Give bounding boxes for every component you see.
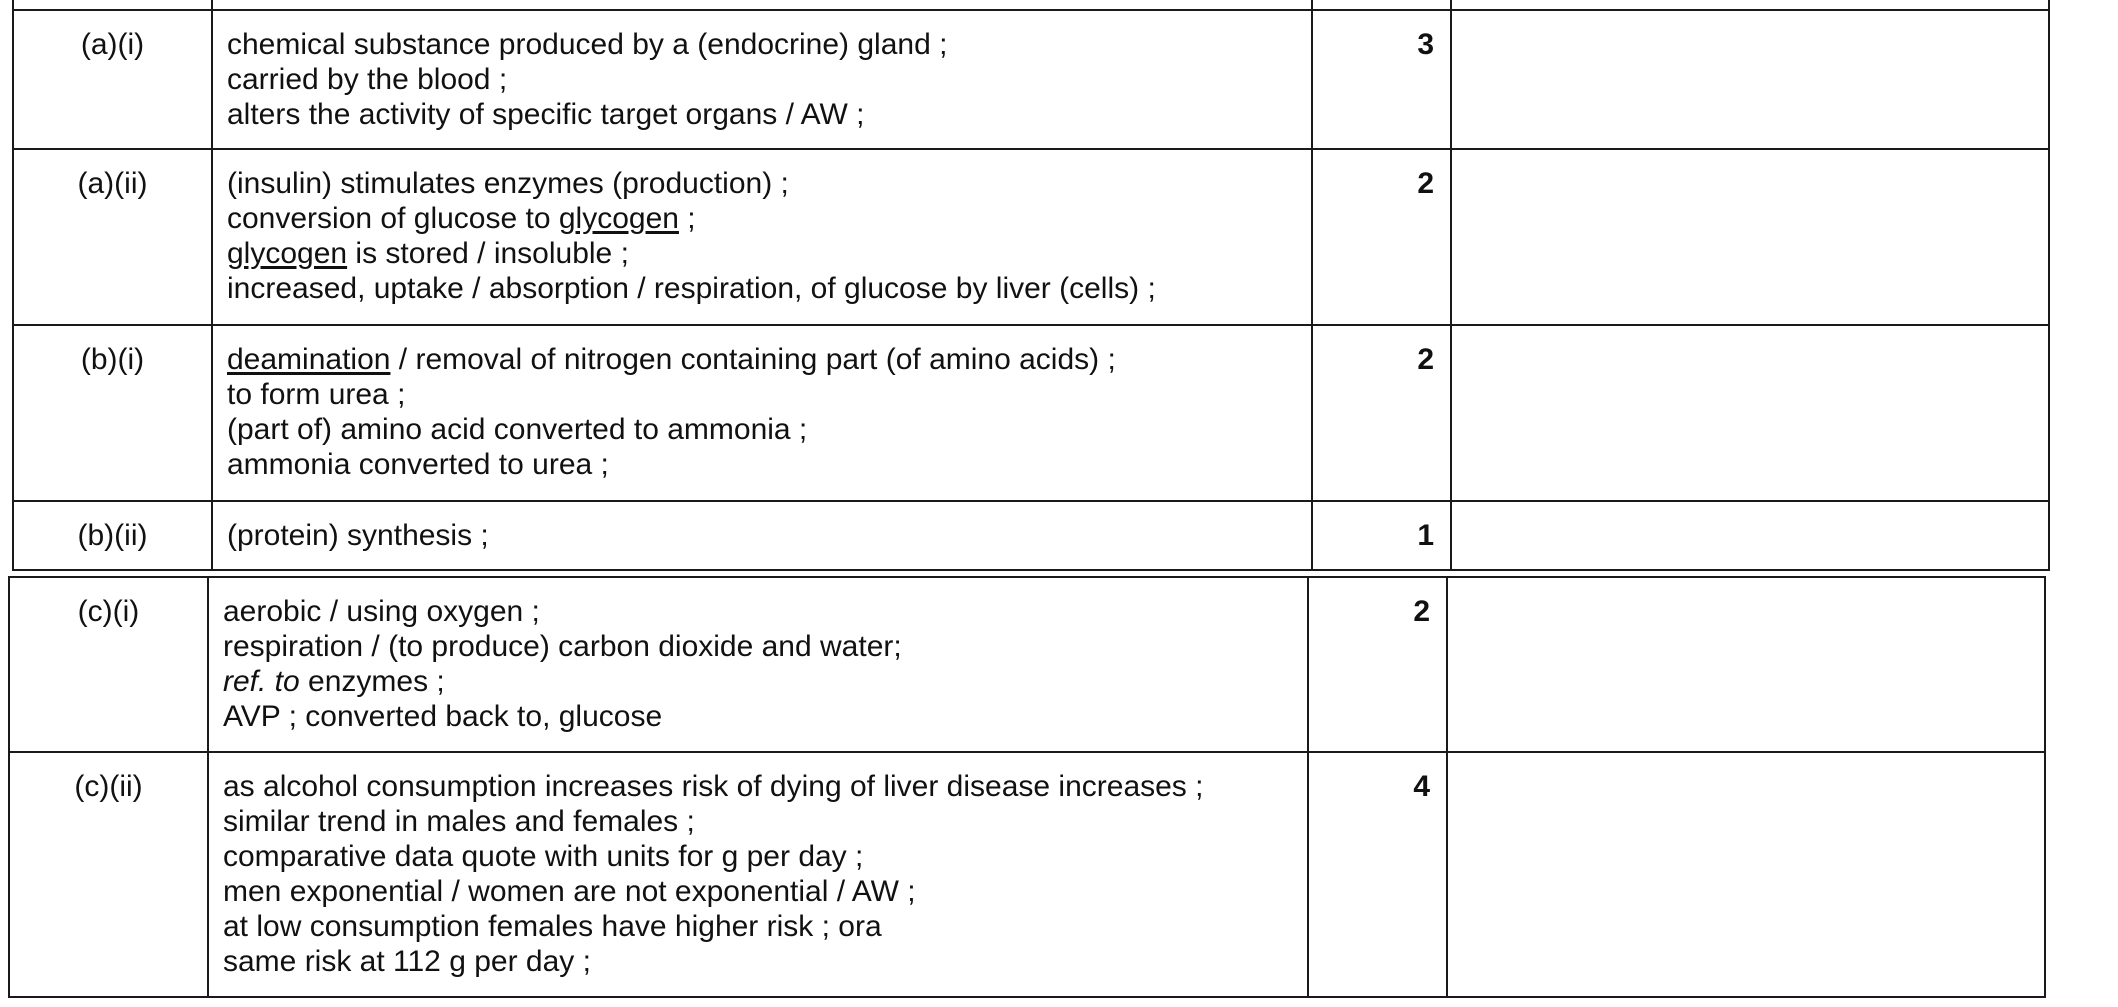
- answer-text: (part of) amino acid converted to ammonia ;: [227, 413, 808, 446]
- marks-cell: [1312, 325, 1451, 501]
- answer-line: [223, 944, 1293, 979]
- table-row: [13, 325, 2049, 501]
- marks-value: 2: [1417, 343, 1434, 376]
- answer-text: similar trend in males and females ;: [223, 805, 695, 838]
- answer-text: comparative data quote with units for g per day ;: [223, 840, 864, 873]
- answer-cell: [212, 0, 1312, 10]
- answer-text: is stored / insoluble ;: [347, 237, 629, 270]
- marks-cell: [1312, 501, 1451, 570]
- answer-text: increased, uptake / absorption / respiration, of glucose by liver (cells) ;: [227, 272, 1156, 305]
- question-number-cell: [13, 0, 212, 10]
- answer-text: ammonia converted to urea ;: [227, 448, 609, 481]
- marks-value: 3: [1417, 28, 1434, 61]
- answer-line: [223, 594, 1293, 629]
- question-number: (b)(ii): [77, 519, 148, 552]
- answer-line: [227, 201, 1297, 236]
- answer-text: AVP ; converted back to, glucose: [223, 700, 663, 733]
- guidance-cell: [1451, 149, 2049, 325]
- guidance-cell: [1447, 752, 2045, 997]
- answer-text: (insulin) stimulates enzymes (production) ;: [227, 167, 789, 200]
- italic-term: ref. to: [223, 665, 300, 698]
- question-number: (b)(i): [80, 343, 145, 376]
- answer-cell: [212, 501, 1312, 570]
- table-row: [13, 10, 2049, 149]
- mark-scheme-table-top: [12, 0, 2050, 571]
- answer-line: [227, 62, 1297, 97]
- question-number: (a)(i): [80, 28, 145, 61]
- table-row: [9, 577, 2045, 752]
- marks-cell: [1308, 752, 1447, 997]
- answer-text: ;: [678, 202, 696, 235]
- answer-lines: [223, 594, 1293, 734]
- marks-value: 2: [1417, 167, 1434, 200]
- answer-line: [227, 447, 1297, 482]
- marks-cell: [1312, 10, 1451, 149]
- marks-value: 1: [1417, 519, 1434, 552]
- answer-cell: [212, 149, 1312, 325]
- answer-line: [227, 166, 1297, 201]
- answer-lines: [227, 518, 1297, 553]
- answer-text: men exponential / women are not exponential / AW ;: [223, 875, 916, 908]
- marks-cell: [1308, 577, 1447, 752]
- guidance-cell: [1451, 0, 2049, 10]
- question-number: (a)(ii): [77, 167, 148, 200]
- answer-line: [223, 874, 1293, 909]
- table-row: [9, 752, 2045, 997]
- answer-text: carried by the blood ;: [227, 63, 508, 96]
- answer-cell: [212, 325, 1312, 501]
- question-number-cell: [9, 752, 208, 997]
- answer-lines: [227, 166, 1297, 306]
- table-body: [9, 577, 2045, 997]
- mark-scheme-table-bottom: [8, 576, 2046, 998]
- answer-line: [223, 839, 1293, 874]
- table-row: [13, 0, 2049, 10]
- marks-cell: [1312, 0, 1451, 10]
- marks-cell: [1312, 149, 1451, 325]
- guidance-cell: [1451, 10, 2049, 149]
- guidance-cell: [1451, 325, 2049, 501]
- question-number-cell: [13, 501, 212, 570]
- answer-line: [227, 377, 1297, 412]
- question-number: (c)(i): [77, 595, 140, 628]
- table-body: [13, 0, 2049, 570]
- answer-text: as alcohol consumption increases risk of dying of liver disease increases ;: [223, 770, 1204, 803]
- answer-line: [223, 664, 1293, 699]
- answer-line: [223, 769, 1293, 804]
- answer-cell: [212, 10, 1312, 149]
- answer-line: [227, 518, 1297, 553]
- table-row: [13, 149, 2049, 325]
- underlined-term: glycogen: [558, 202, 679, 235]
- answer-line: [223, 699, 1293, 734]
- answer-text: (protein) synthesis ;: [227, 519, 489, 552]
- answer-line: [227, 97, 1297, 132]
- marks-value: 4: [1413, 770, 1430, 803]
- answer-text: alters the activity of specific target organs / AW ;: [227, 98, 865, 131]
- question-number-cell: [13, 149, 212, 325]
- question-number-cell: [13, 325, 212, 501]
- answer-lines: [223, 769, 1293, 979]
- answer-text: at low consumption females have higher risk ; ora: [223, 910, 882, 943]
- question-number-cell: [13, 10, 212, 149]
- answer-text: conversion of glucose to: [227, 202, 559, 235]
- answer-line: [227, 27, 1297, 62]
- answer-text: respiration / (to produce) carbon dioxide and water;: [223, 630, 902, 663]
- answer-text: to form urea ;: [227, 378, 406, 411]
- underlined-term: glycogen: [227, 237, 348, 270]
- answer-line: [227, 412, 1297, 447]
- underlined-term: deamination: [227, 343, 391, 376]
- answer-lines: [227, 342, 1297, 482]
- answer-text: aerobic / using oxygen ;: [223, 595, 540, 628]
- guidance-cell: [1447, 577, 2045, 752]
- answer-cell: [208, 752, 1308, 997]
- answer-text: chemical substance produced by a (endocrine) gland ;: [227, 28, 948, 61]
- answer-line: [227, 271, 1297, 306]
- answer-text: / removal of nitrogen containing part (of amino acids) ;: [390, 343, 1116, 376]
- table-row: [13, 501, 2049, 570]
- answer-text: enzymes ;: [299, 665, 445, 698]
- answer-lines: [227, 27, 1297, 132]
- question-number: (c)(ii): [74, 770, 143, 803]
- answer-line: [223, 804, 1293, 839]
- answer-line: [227, 236, 1297, 271]
- question-number-cell: [9, 577, 208, 752]
- marks-value: 2: [1413, 595, 1430, 628]
- guidance-cell: [1451, 501, 2049, 570]
- answer-line: [227, 342, 1297, 377]
- answer-cell: [208, 577, 1308, 752]
- answer-line: [223, 909, 1293, 944]
- answer-line: [223, 629, 1293, 664]
- answer-text: same risk at 112 g per day ;: [223, 945, 591, 978]
